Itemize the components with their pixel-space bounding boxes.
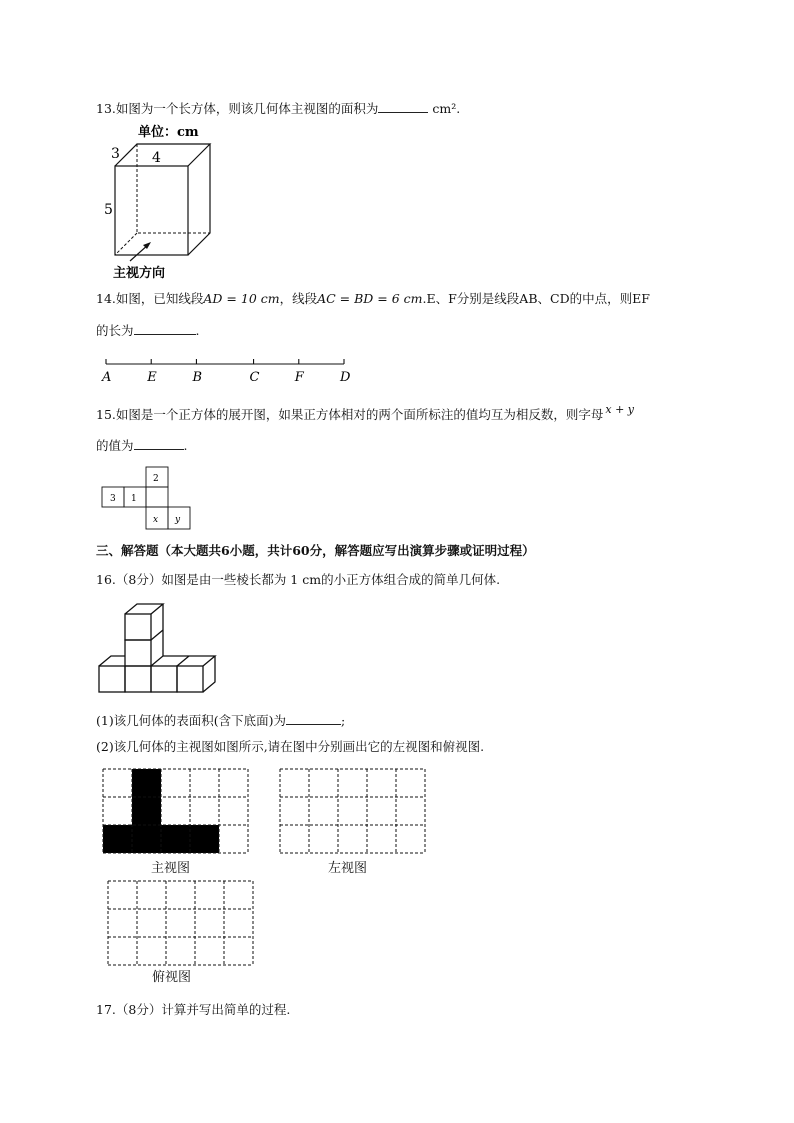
q16-front-filled-cell	[190, 825, 219, 853]
q15-expr: x + y	[605, 403, 635, 416]
q16-front-filled-cell	[132, 825, 161, 853]
q16-cube-front-2	[125, 666, 151, 692]
q16-cube-front-4	[177, 666, 203, 692]
q16-right-top	[163, 656, 215, 666]
q15-line1	[96, 403, 635, 424]
q16-semicolon: ;	[340, 713, 346, 728]
q15-label-3: 3	[110, 494, 116, 504]
q16-cube-front-3	[151, 666, 177, 692]
q15-text-line2: 的值为	[96, 438, 134, 453]
q13-right-face	[188, 144, 210, 255]
section3-heading: 三、解答题（本大题共6小题，共计60分，解答题应写出演算步骤或证明过程）	[96, 543, 535, 558]
q13-unit-label: 单位：cm	[138, 125, 199, 140]
q16-top-view-label: 俯视图	[152, 970, 192, 985]
q15-answer-blank[interactable]	[134, 437, 184, 450]
q16-front-filled-cell	[161, 825, 190, 853]
q16-cube-tower-1	[125, 640, 151, 666]
q15-face-blank	[146, 487, 168, 507]
q14-answer-blank[interactable]	[134, 322, 196, 335]
q13-front-face	[115, 166, 188, 255]
q14-text-b: ，线段	[279, 291, 318, 306]
q14-line2	[96, 322, 200, 339]
q16-front-filled-cell	[132, 797, 161, 825]
q13-dim-4: 4	[152, 150, 161, 166]
q14-period: .	[195, 323, 200, 338]
q14-acbd-expr: AC = BD = 6 cm	[317, 291, 423, 306]
q16-front-filled-cell	[132, 769, 161, 797]
q13-dim-3: 3	[111, 146, 120, 162]
q13-text: 13.如图为一个长方体，则该几何体主视图的面积为	[96, 101, 379, 116]
q15-label-1: 1	[131, 494, 137, 504]
q16-left-view-label: 左视图	[328, 861, 368, 876]
q13-hidden-edge-diag	[115, 233, 137, 255]
q15-line2	[96, 437, 188, 454]
q16-cube-front-1	[99, 666, 125, 692]
q16-right-top-div	[177, 656, 189, 666]
q16-part2: (2)该几何体的主视图如图所示,请在图中分别画出它的左视图和俯视图.	[96, 739, 485, 754]
q13-arrow-label: 主视方向	[113, 266, 166, 281]
q15-label-2: 2	[153, 474, 159, 484]
q13-answer-blank[interactable]	[378, 100, 428, 113]
q17-question: 17.（8分）计算并写出简单的过程.	[96, 1002, 291, 1017]
q16-tower-top	[125, 604, 163, 614]
q15-period: .	[183, 438, 188, 453]
q14-point-label-f: F	[294, 370, 304, 385]
q16-answer-blank[interactable]	[286, 712, 341, 725]
q14-text-line2: 的长为	[96, 323, 134, 338]
q14-point-label-e: E	[147, 370, 157, 385]
q16-tower-side-mid	[151, 630, 163, 640]
q16-left-top	[99, 656, 125, 666]
q13-dim-5: 5	[104, 202, 113, 218]
q16-top-view-grid[interactable]	[107, 880, 257, 972]
q13-top-face	[115, 144, 210, 166]
q16-left-view-grid[interactable]	[279, 768, 429, 860]
q15-label-x: x	[153, 515, 159, 525]
q14-text-a: 14.如图，已知线段	[96, 291, 204, 306]
q14-ad-expr: AD = 10 cm	[203, 291, 280, 306]
q14-point-label-c: C	[249, 370, 260, 385]
q14-text-c: .E、F分别是线段AB、CD的中点，则EF	[422, 291, 650, 306]
q13-period: .	[456, 101, 461, 116]
q14-point-label-d: D	[340, 370, 351, 385]
q16-front-view-label: 主视图	[151, 861, 191, 876]
q14-point-label-a: A	[102, 370, 112, 385]
q13-hidden-edges	[137, 144, 210, 233]
q16-front-view-grid[interactable]	[102, 768, 252, 860]
q13-cuboid-figure	[100, 120, 230, 285]
q16-part1-text: (1)该几何体的表面积(含下底面)为	[96, 713, 286, 728]
q15-label-y: y	[175, 515, 181, 525]
q16-cube-tower-2	[125, 614, 151, 640]
q13-question	[96, 100, 460, 117]
q14-point-label-b: B	[192, 370, 203, 385]
q16-front-filled-cell	[103, 825, 132, 853]
q15-cube-net-figure	[100, 465, 195, 533]
q13-unit: cm²	[432, 101, 457, 116]
q16-intro: 16.（8分）如图是由一些棱长都为 1 cm的小正方体组合成的简单几何体.	[96, 572, 501, 587]
q16-part1	[96, 712, 345, 729]
q15-text: 15.如图是一个正方体的展开图，如果正方体相对的两个面所标注的值均互为相反数，则字母	[96, 407, 604, 422]
q14-segment-figure	[100, 354, 360, 386]
q16-cubes-figure	[97, 600, 222, 696]
q14-line1	[96, 291, 650, 307]
